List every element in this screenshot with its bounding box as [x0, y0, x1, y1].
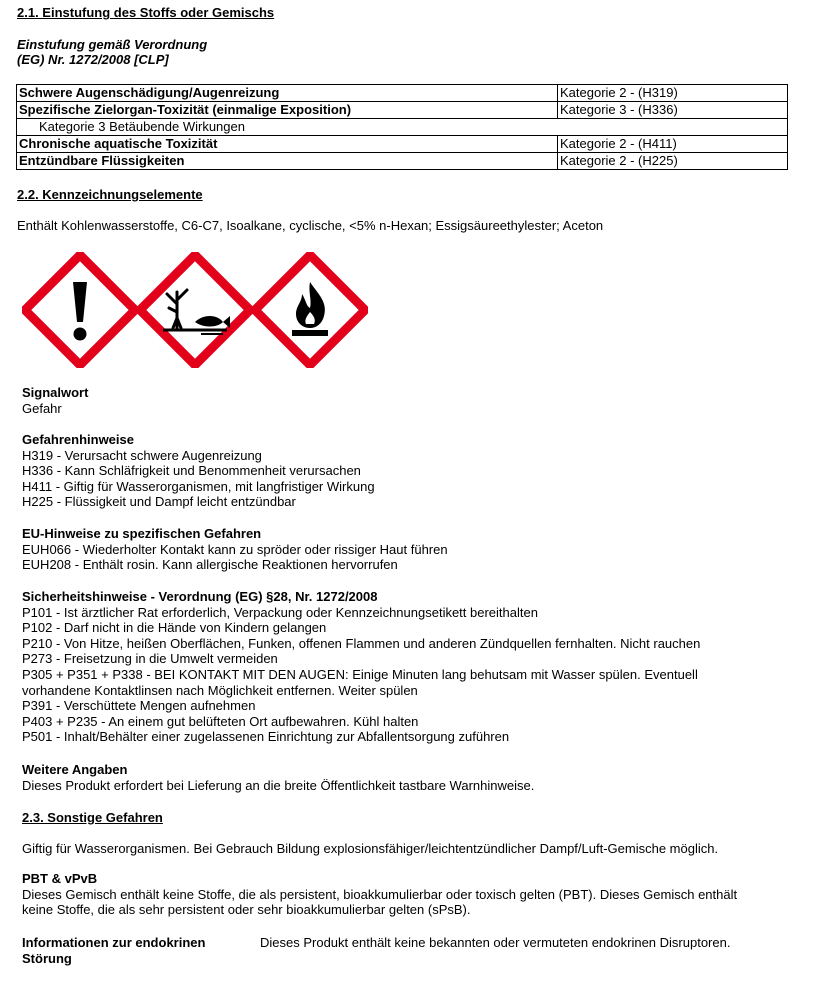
table-row [17, 119, 788, 136]
table-row [17, 153, 788, 170]
pbt-line-1: Dieses Gemisch enthält keine Stoffe, die als persistent, bioakkumulierbar oder toxisch gelten (PBT). Dieses Gemisch enthält [22, 886, 738, 902]
list-item: P101 - Ist ärztlicher Rat erforderlich, Verpackung oder Kennzeichnungsetikett bereithalten [22, 604, 538, 620]
list-item: EUH208 - Enthält rosin. Kann allergische Reaktionen hervorrufen [22, 557, 398, 573]
endocrine-label [22, 935, 205, 966]
classification-category: Kategorie 2 - (H411) [558, 136, 788, 153]
signal-word-label: Signalwort [22, 385, 89, 400]
table-row [17, 102, 788, 119]
endocrine-label-line-1: Informationen zur endokrinen [22, 935, 206, 950]
pbt-block [22, 871, 737, 918]
signal-word-block [22, 385, 88, 416]
list-item: H225 - Flüssigkeit und Dampf leicht entzündbar [22, 494, 296, 510]
hazard-label: Gefahrenhinweise [22, 432, 134, 447]
pbt-line-2: keine Stoffe, die als sehr persistent oder sehr bioakkumulierbar gelten (sPsB). [22, 902, 471, 918]
endocrine-label-line-2: Störung [22, 950, 72, 966]
regulation-line-2: (EG) Nr. 1272/2008 [CLP] [17, 52, 169, 67]
classification-category: Kategorie 2 - (H225) [558, 153, 788, 170]
list-item: EUH066 - Wiederholter Kontakt kann zu spröder oder rissiger Haut führen [22, 541, 448, 557]
exclamation-mark-icon [22, 252, 138, 368]
further-text: Dieses Produkt erfordert bei Lieferung an die breite Öffentlichkeit tastbare Warnhinweise. [22, 777, 535, 793]
table-row [17, 85, 788, 102]
list-item: P305 + P351 + P338 - BEI KONTAKT MIT DEN AUGEN: Einige Minuten lang behutsam mit Wasser spülen. Eventuell [22, 666, 698, 682]
list-item: P403 + P235 - An einem gut belüfteten Ort aufbewahren. Kühl halten [22, 713, 419, 729]
classification-name: Chronische aquatische Toxizität [17, 136, 558, 153]
classification-category: Kategorie 3 - (H336) [558, 102, 788, 119]
hazard-statements-block [22, 432, 375, 510]
precaution-label: Sicherheitshinweise - Verordnung (EG) §28, Nr. 1272/2008 [22, 589, 378, 604]
signal-word: Gefahr [22, 400, 62, 416]
list-item: P391 - Verschüttete Mengen aufnehmen [22, 698, 256, 714]
list-item: H411 - Giftig für Wasserorganismen, mit langfristiger Wirkung [22, 478, 375, 494]
environment-hazard-icon [137, 252, 253, 368]
regulation-title [17, 37, 207, 67]
classification-name: Entzündbare Flüssigkeiten [17, 153, 558, 170]
classification-name: Spezifische Zielorgan-Toxizität (einmalige Exposition) [17, 102, 558, 119]
classification-name: Schwere Augenschädigung/Augenreizung [17, 85, 558, 102]
table-row [17, 136, 788, 153]
section-2-2-heading: 2.2. Kennzeichnungselemente [17, 187, 203, 202]
classification-category: Kategorie 2 - (H319) [558, 85, 788, 102]
endocrine-text: Dieses Produkt enthält keine bekannten oder vermuteten endokrinen Disruptoren. [260, 935, 731, 950]
list-item: P210 - Von Hitze, heißen Oberflächen, Funken, offenen Flammen und anderen Zündquellen fernhalten. Nicht rauchen [22, 635, 701, 651]
list-item: H319 - Verursacht schwere Augenreizung [22, 447, 262, 463]
list-item: P102 - Darf nicht in die Hände von Kindern gelangen [22, 620, 327, 636]
regulation-line-1: Einstufung gemäß Verordnung [17, 37, 208, 52]
classification-table [16, 84, 788, 170]
eu-statements-block [22, 526, 448, 573]
section-2-1-heading: 2.1. Einstufung des Stoffs oder Gemischs [17, 5, 275, 20]
classification-subrow: Kategorie 3 Betäubende Wirkungen [17, 119, 788, 136]
list-item: H336 - Kann Schläfrigkeit und Benommenheit verursachen [22, 463, 361, 479]
further-info-block [22, 762, 534, 793]
precaution-block [22, 589, 700, 745]
section-2-3-heading: 2.3. Sonstige Gefahren [22, 810, 163, 825]
eu-label: EU-Hinweise zu spezifischen Gefahren [22, 526, 262, 541]
contains-statement: Enthält Kohlenwasserstoffe, C6-C7, Isoalkane, cyclische, <5% n-Hexan; Essigsäureethylester; Aceton [17, 218, 604, 233]
flame-icon [252, 252, 368, 368]
further-label: Weitere Angaben [22, 762, 128, 777]
list-item: P501 - Inhalt/Behälter einer zugelassenen Einrichtung zur Abfallentsorgung zuführen [22, 729, 510, 745]
pbt-label: PBT & vPvB [22, 871, 98, 886]
other-hazards-text: Giftig für Wasserorganismen. Bei Gebrauch Bildung explosionsfähiger/leichtentzündlicher Dampf/Luft-Gemische möglich. [22, 841, 719, 856]
list-item: P273 - Freisetzung in die Umwelt vermeiden [22, 651, 278, 667]
list-item: vorhandene Kontaktlinsen nach Möglichkeit entfernen. Weiter spülen [22, 682, 418, 698]
